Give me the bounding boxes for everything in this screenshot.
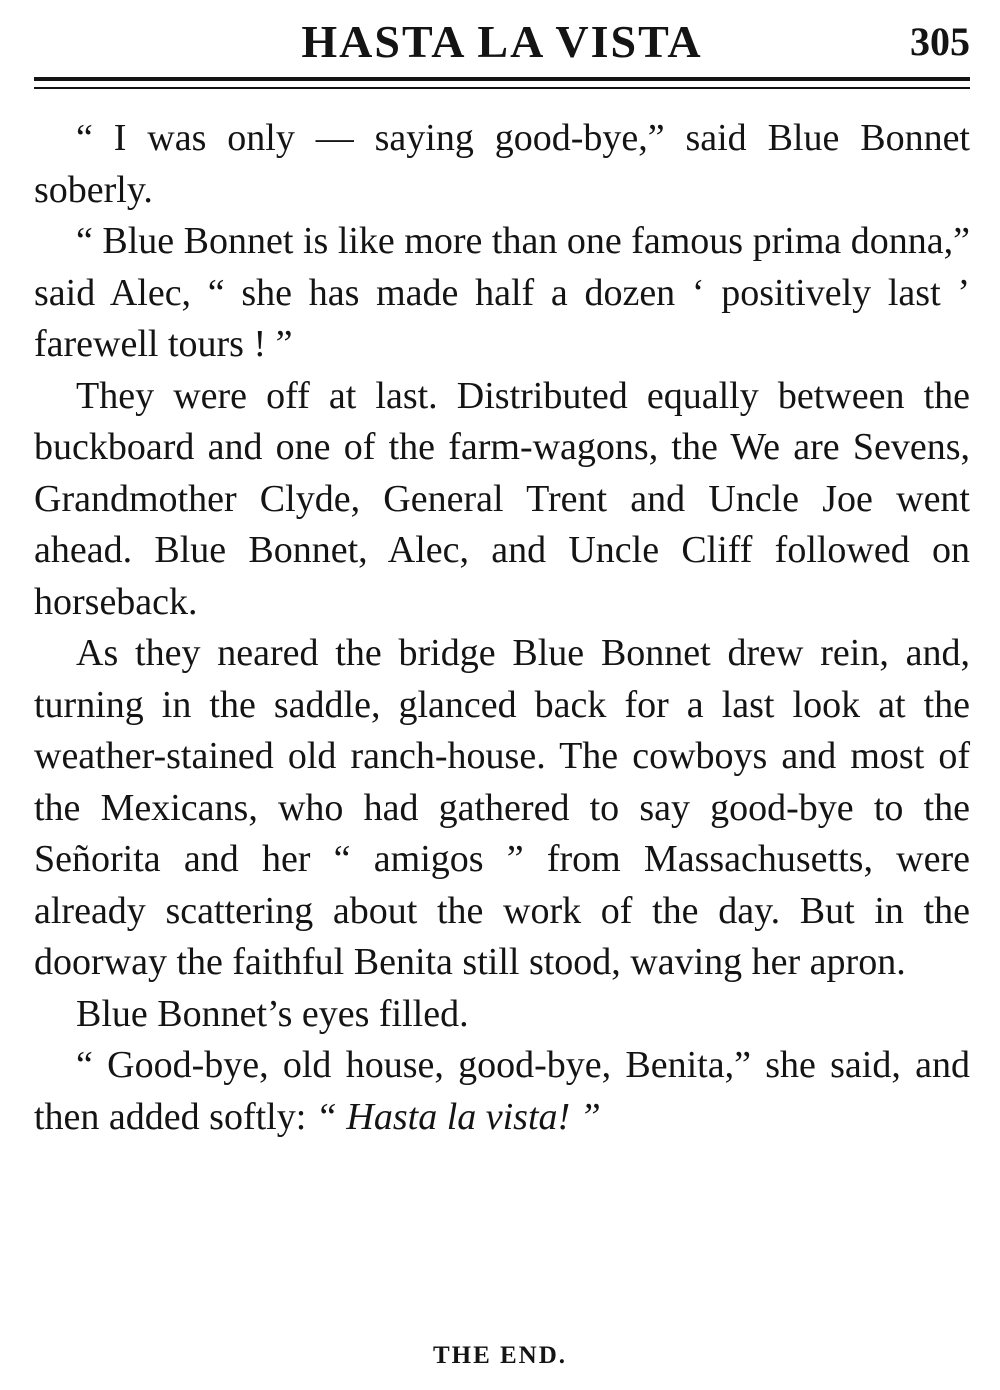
paragraph-eyes-filled: Blue Bonnet’s eyes filled.: [76, 992, 469, 1035]
paragraph-farewell: “ I was only — saying good-bye,” said Blue Bonnet soberly.: [34, 117, 970, 211]
paragraph-departure: They were off at last. Distributed equally between the buckboard and one of the farm-wagons, the We are Sevens, Grandmother Clyde, General Trent and Uncle Joe went ahead. Blue Bonnet, Alec, and Uncle Cliff followed on horseback.: [34, 374, 970, 623]
header-rule: [34, 77, 970, 81]
body-text: [34, 113, 970, 1143]
page-header: [34, 14, 970, 70]
header-rule-thin: [34, 87, 970, 89]
final-paragraph-text: “ Good-bye, old house, good-bye, Benita,” she said, and then added softly:: [34, 1044, 970, 1138]
italic-quote: “ Hasta la vista! ”: [315, 1095, 601, 1138]
page-number: 305: [910, 19, 970, 64]
paragraph-hasta-la-vista: [34, 1040, 970, 1143]
paragraph-bridge: As they neared the bridge Blue Bonnet drew rein, and, turning in the saddle, glanced back for a last look at the weather-stained old ranch-house. The cowboys and most of the Mexicans, who had gathered to say good-bye to the Señorita and her “ amigos ” from Massachusetts, were already scattering about the work of the day. But in the doorway the faithful Benita still stood, waving her apron.: [34, 632, 970, 983]
running-title: HASTA LA VISTA: [301, 16, 703, 67]
paragraph-prima-donna: “ Blue Bonnet is like more than one famous prima donna,” said Alec, “ she has made half a dozen ‘ positively last ’ farewell tours ! ”: [34, 220, 970, 365]
the-end: THE END.: [432, 1342, 568, 1369]
